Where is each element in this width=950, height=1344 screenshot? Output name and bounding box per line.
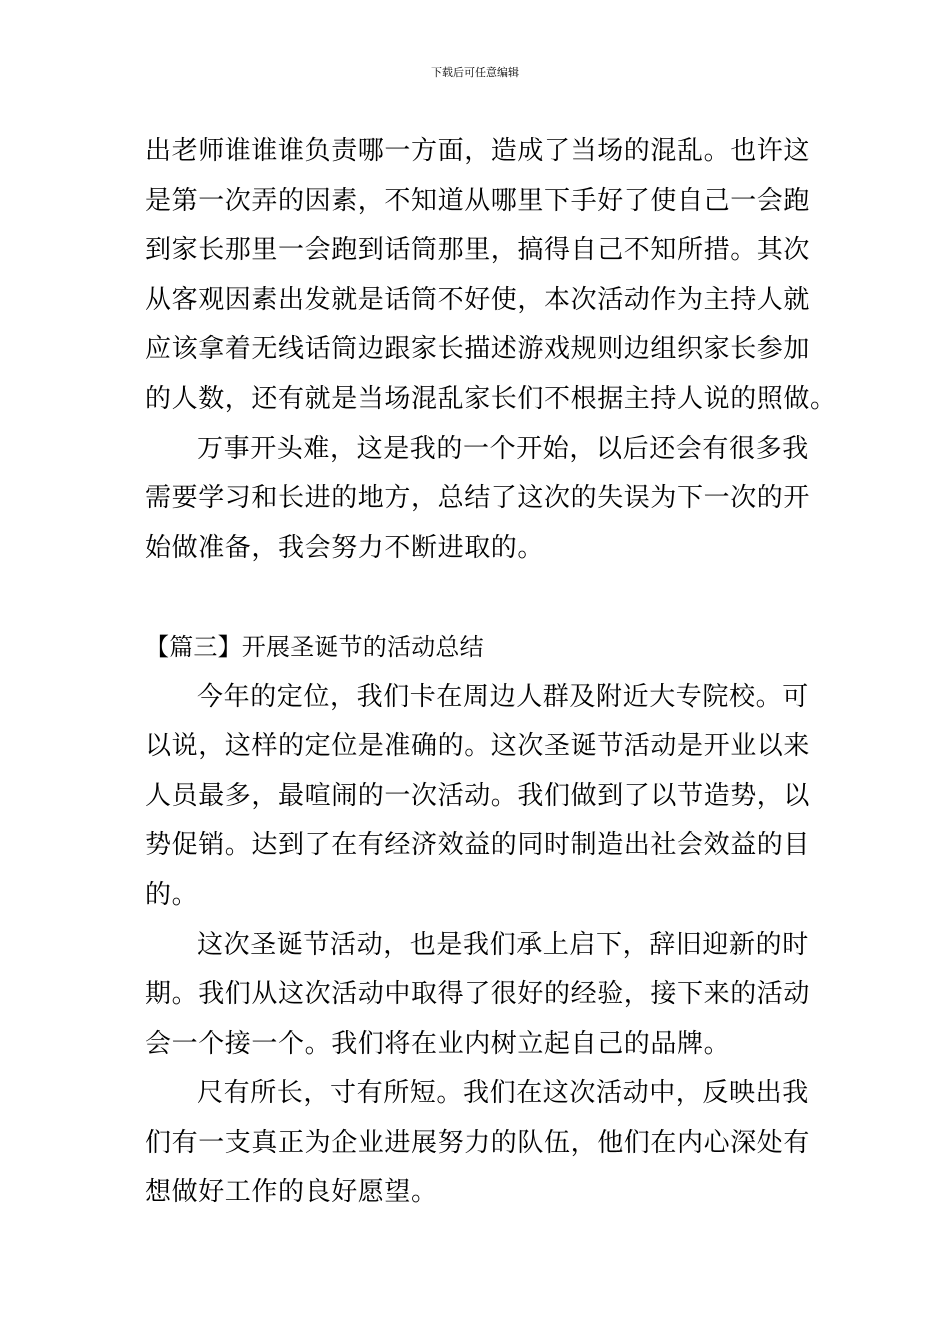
text-line: 人员最多，最喧闹的一次活动。我们做到了以节造势，以 (145, 780, 811, 811)
text-line: 从客观因素出发就是话筒不好使，本次活动作为主持人就 (145, 284, 811, 315)
text-line: 的。 (145, 879, 199, 910)
text-line: 想做好工作的良好愿望。 (145, 1177, 438, 1208)
text-line: 期。我们从这次活动中取得了很好的经验，接下来的活动 (145, 979, 811, 1010)
text-line: 是第一次弄的因素，不知道从哪里下手好了使自己一会跑 (145, 185, 811, 216)
document-body (145, 127, 837, 1218)
paragraph-start-line: 万事开头难，这是我的一个开始，以后还会有很多我 (197, 433, 809, 464)
text-line: 出老师谁谁谁负责哪一方面，造成了当场的混乱。也许这 (145, 136, 811, 166)
text-line: 的人数，还有就是当场混乱家长们不根据主持人说的照做。 (145, 383, 837, 414)
text-line: 势促销。达到了在有经济效益的同时制造出社会效益的目 (145, 830, 811, 861)
section-heading: 【篇三】开展圣诞节的活动总结 (145, 632, 484, 661)
text-line: 到家长那里一会跑到话筒那里，搞得自己不知所措。其次 (145, 235, 811, 266)
paragraph-start-line: 这次圣诞节活动，也是我们承上启下，辞旧迎新的时 (197, 929, 809, 960)
text-line: 们有一支真正为企业进展努力的队伍，他们在内心深处有 (145, 1127, 811, 1158)
text-line: 会一个接一个。我们将在业内树立起自己的品牌。 (145, 1028, 731, 1059)
paragraph-start-line: 今年的定位，我们卡在周边人群及附近大专院校。可 (197, 681, 809, 712)
header-note: 下载后可任意编辑 (431, 66, 519, 79)
section-gap (145, 573, 810, 623)
text-line: 以说，这样的定位是准确的。这次圣诞节活动是开业以来 (145, 731, 811, 762)
paragraph-start-line: 尺有所长，寸有所短。我们在这次活动中，反映出我 (197, 1078, 809, 1109)
text-line: 应该拿着无线话筒边跟家长描述游戏规则边组织家长参加 (145, 334, 811, 365)
text-line: 始做准备，我会努力不断进取的。 (145, 532, 545, 563)
text-line: 需要学习和长进的地方，总结了这次的失误为下一次的开 (145, 483, 811, 514)
